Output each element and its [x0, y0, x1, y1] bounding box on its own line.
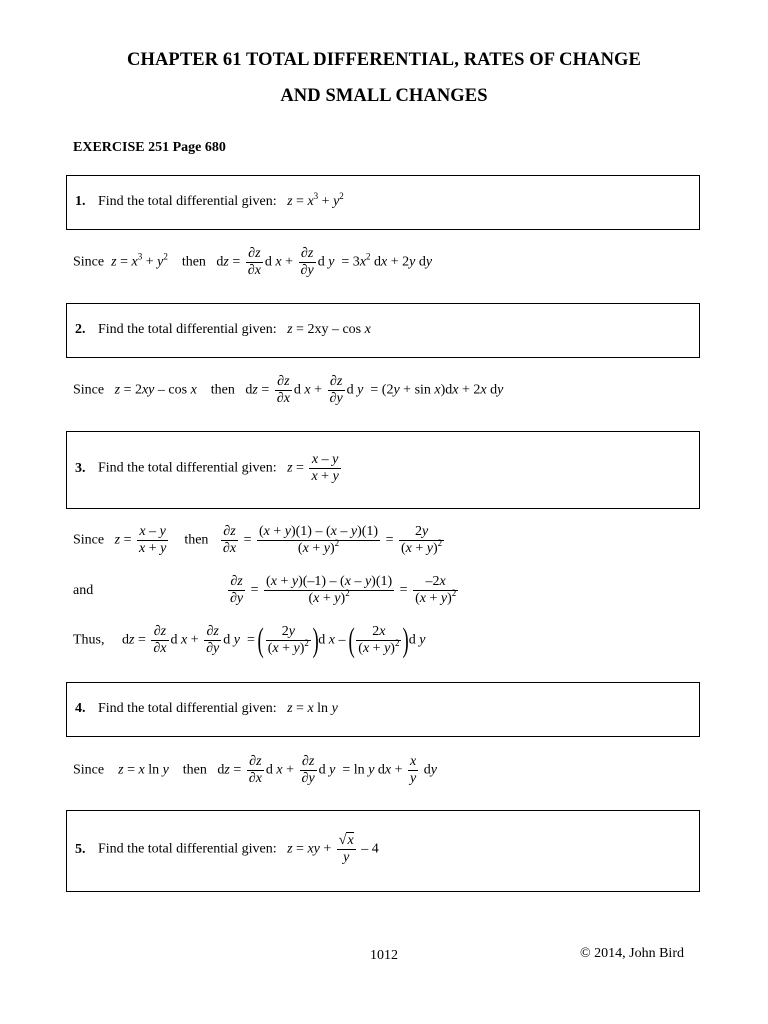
- thus-label: Thus,: [73, 632, 105, 648]
- answer-1: Since $z = x^3 + y^2$ then dz = $\frac{\partial z}{\partial x}$ d x + $\frac{\partial z}{\partial y}$ d $y = 3x^2$ dx + 2y dy: [73, 246, 433, 278]
- question-box-3: [66, 431, 700, 509]
- exercise-heading: EXERCISE 251 Page 680: [73, 140, 226, 155]
- question-box-1: [66, 175, 700, 230]
- question-5: 5. Find the total differential given: z = xy + $\frac{√x}{y}$ – 4: [75, 833, 379, 865]
- question-box-5: [66, 810, 700, 892]
- question-prompt: Find the total differential given:: [98, 701, 277, 716]
- since-label: Since: [73, 762, 105, 778]
- question-box-2: [66, 303, 700, 358]
- then-label: then: [184, 532, 209, 548]
- since-label: Since: [73, 382, 105, 398]
- answer-3-line2: $\frac{\partial z}{\partial y}$ = $\frac{(x + y)(-1) - (x - y)(1)}{(x + y)^2}$ = $\frac{-2x}{(x + y)^2}$: [230, 574, 457, 606]
- question-number: 1.: [75, 194, 86, 209]
- answer-2: Since z = 2xy – cos x then dz = $\frac{\partial z}{\partial x}$ d x + $\frac{\partial z}{\partial y}$ d y = (2y + sin x)dx + 2x dy: [73, 374, 504, 406]
- and-label: and: [73, 583, 94, 598]
- question-2: 2. Find the total differential given: z = 2xy – cos x: [75, 322, 371, 337]
- since-label: Since: [73, 254, 105, 270]
- then-label: then: [210, 382, 235, 398]
- chapter-title-line1: CHAPTER 61 TOTAL DIFFERENTIAL, RATES OF CHANGE: [127, 50, 641, 70]
- question-number: 3.: [75, 460, 86, 476]
- page-number: 1012: [370, 948, 398, 963]
- question-prompt: Find the total differential given:: [98, 841, 277, 857]
- question-prompt: Find the total differential given:: [98, 460, 277, 476]
- question-box-4: [66, 682, 700, 737]
- answer-3-line3: Thus, dz = $\frac{\partial z}{\partial x}$ d x + $\frac{\partial z}{\partial y}$ d y = ( $\frac{2y}{(x + y)^2}$ )d x – ( $\frac{2x}{(x + y)^2}$ )d y: [73, 621, 426, 659]
- then-label: then: [181, 254, 206, 270]
- answer-3-line1: Since z = $\frac{x - y}{x + y}$ then $\frac{\partial z}{\partial x}$ = $\frac{(x + y)(1) - (x - y)(1)}{(x + y)^2}$ = $\frac{2y}{(x + y)^2}$: [73, 524, 443, 556]
- question-number: 4.: [75, 701, 86, 716]
- question-1: 1. Find the total differential given: $z = x^3 + y^2$: [75, 191, 344, 209]
- question-prompt: Find the total differential given:: [98, 194, 277, 209]
- copyright: © 2014, John Bird: [580, 946, 684, 961]
- since-label: Since: [73, 532, 105, 548]
- then-label: then: [182, 762, 207, 778]
- question-number: 5.: [75, 841, 86, 857]
- question-prompt: Find the total differential given:: [98, 322, 277, 337]
- chapter-title-line2: AND SMALL CHANGES: [280, 86, 488, 106]
- question-3: 3. Find the total differential given: z = $\frac{x - y}{x + y}$: [75, 452, 339, 484]
- question-number: 2.: [75, 322, 86, 337]
- question-4: 4. Find the total differential given: z = x ln y: [75, 701, 338, 716]
- answer-4: Since z = x ln y then dz = $\frac{\partial z}{\partial x}$ d x + $\frac{\partial z}{\partial y}$ d y = ln y dx + $\frac{x}{y}$ dy: [73, 754, 437, 786]
